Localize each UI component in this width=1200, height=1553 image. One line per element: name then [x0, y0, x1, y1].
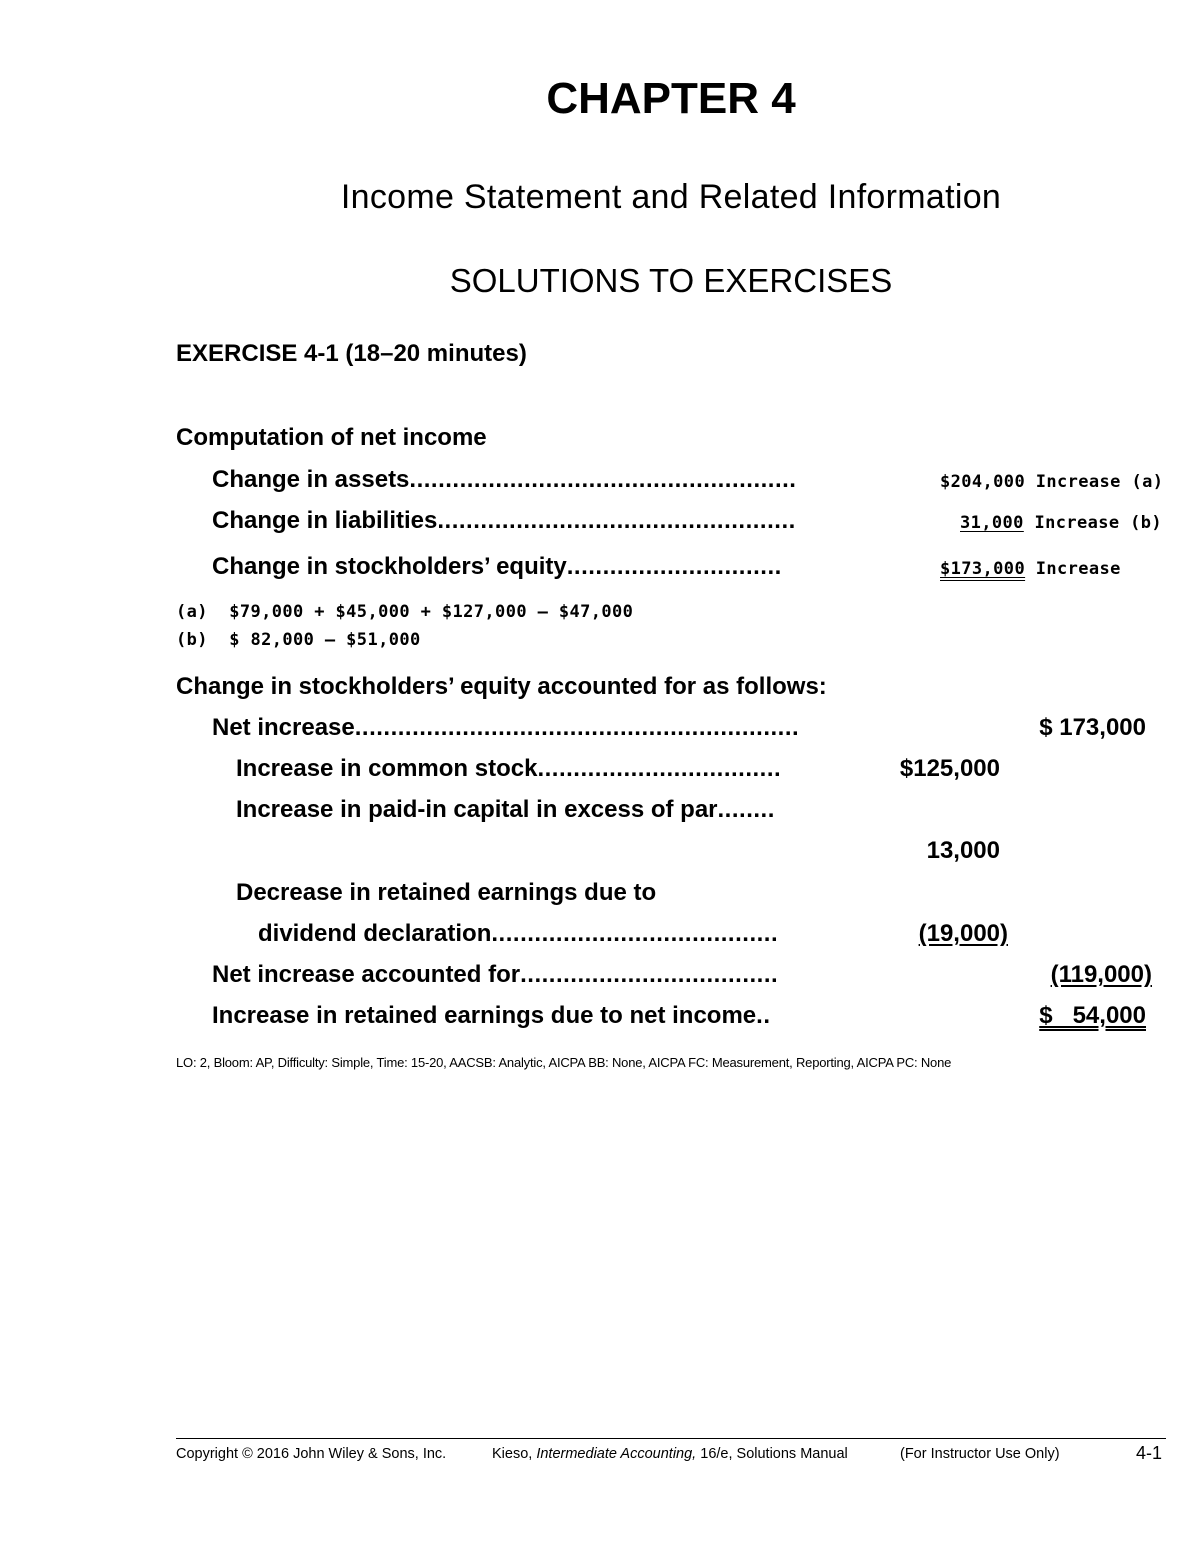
footer-usage: (For Instructor Use Only): [900, 1446, 1060, 1462]
net-income-label: Increase in retained earnings due to net income..: [212, 1002, 771, 1029]
net-income-value: $ 54,000: [1039, 1002, 1146, 1029]
assets-value: $204,000 Increase (a): [940, 472, 1164, 492]
exercise-title: EXERCISE 4-1: [176, 340, 339, 367]
computation-heading: Computation of net income: [176, 424, 487, 451]
dividend-label: dividend declaration........................................: [258, 920, 779, 947]
equity-heading: Change in stockholders’ equity accounted for as follows:: [176, 673, 827, 700]
footnote-b: (b) $ 82,000 – $51,000: [176, 630, 421, 650]
footnote-a: (a) $79,000 + $45,000 + $127,000 – $47,000: [176, 602, 634, 622]
chapter-title: CHAPTER 4: [546, 74, 796, 123]
accounted-value: (119,000): [1050, 961, 1152, 988]
accounted-label: Net increase accounted for....................................: [212, 961, 779, 988]
assets-label: Change in assets......................................................: [212, 466, 797, 493]
equity-change-label: Change in stockholders’ equity..............................: [212, 553, 782, 580]
liabilities-value: 31,000 Increase (b): [960, 513, 1163, 533]
retained-decrease-label: Decrease in retained earnings due to: [236, 879, 657, 906]
footer-copyright: Copyright © 2016 John Wiley & Sons, Inc.: [176, 1446, 447, 1462]
footer-citation: Kieso, Intermediate Accounting, 16/e, Solutions Manual: [492, 1446, 848, 1462]
net-increase-label: Net increase..............................................................: [212, 714, 800, 741]
chapter-subtitle: Income Statement and Related Information: [340, 178, 1002, 216]
exercise-time: (18–20 minutes): [345, 340, 527, 367]
common-stock-label: Increase in common stock..................................: [236, 755, 782, 782]
learning-objective-line: LO: 2, Bloom: AP, Difficulty: Simple, Time: 15-20, AACSB: Analytic, AICPA BB: None, AICPA FC: Measurement, Reporting, AICPA PC: None: [176, 1055, 952, 1070]
equity-change-value: $173,000 Increase: [940, 559, 1121, 579]
dividend-value: (19,000): [918, 920, 1008, 947]
paid-in-value: 13,000: [926, 837, 1000, 864]
section-title: SOLUTIONS TO EXERCISES: [449, 262, 893, 299]
paid-in-label: Increase in paid-in capital in excess of par........: [236, 796, 775, 823]
net-increase-value: $ 173,000: [1039, 714, 1146, 741]
page-number: 4-1: [1136, 1443, 1163, 1463]
footer-rule: [176, 1438, 1166, 1439]
common-stock-value: $125,000: [899, 755, 1000, 782]
exercise-heading: [176, 340, 527, 368]
liabilities-label: Change in liabilities..................................................: [212, 507, 796, 534]
